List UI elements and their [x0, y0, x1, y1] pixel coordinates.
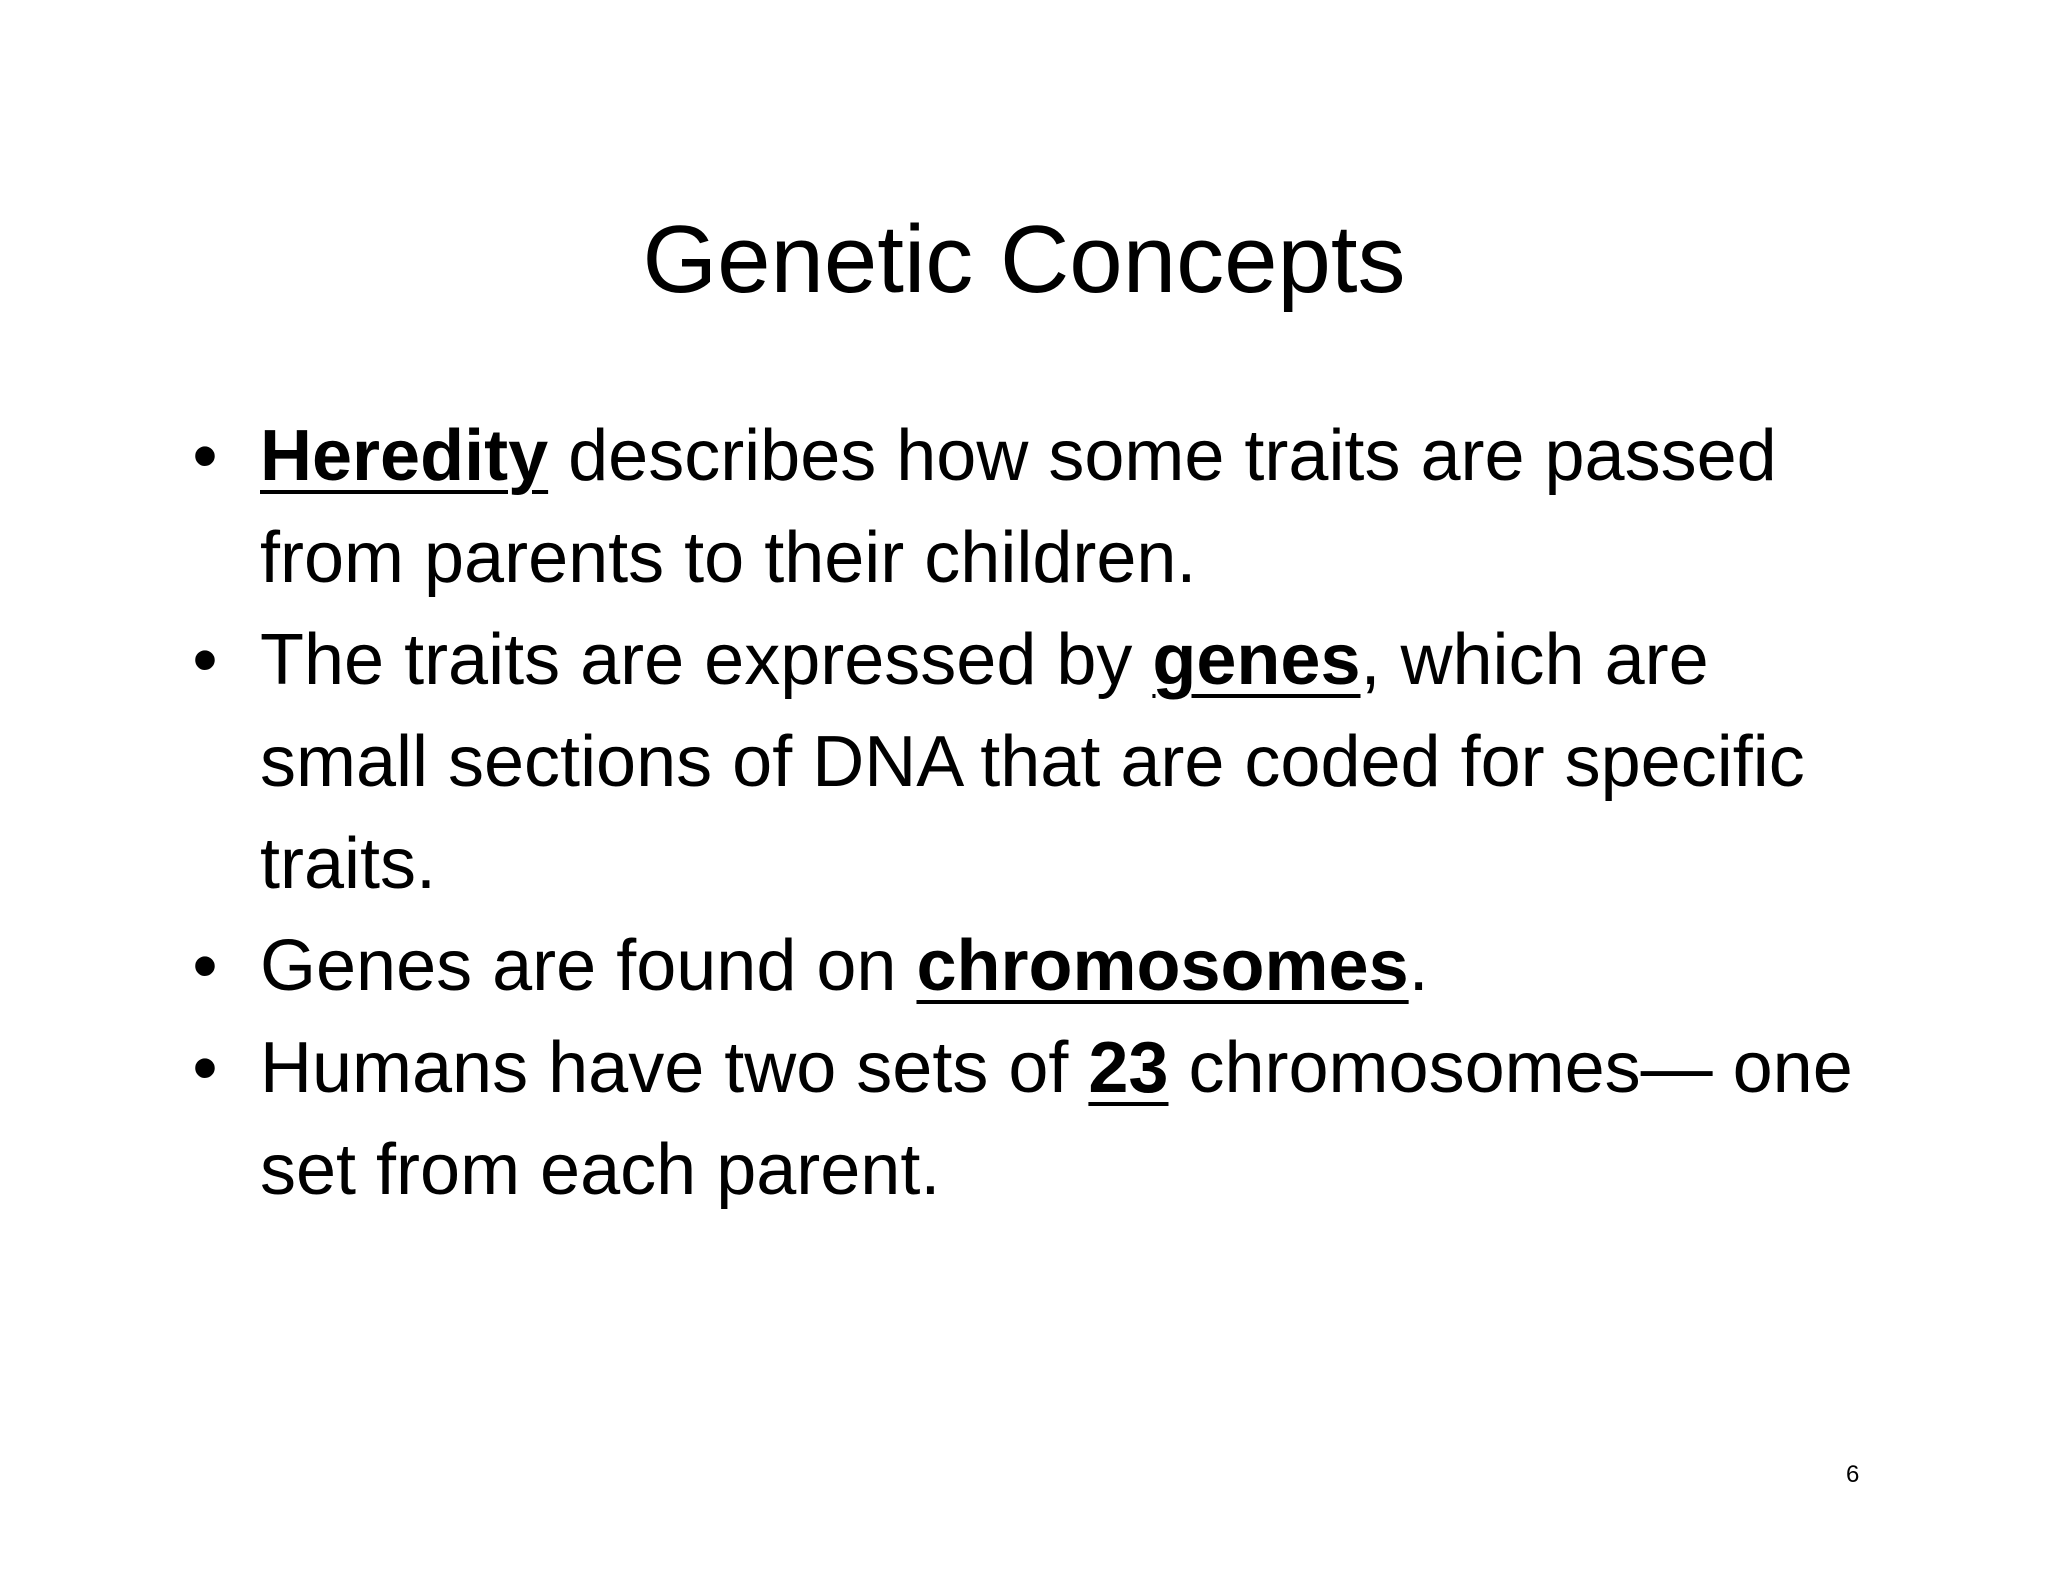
bullet-item-chromosomes: [180, 915, 1860, 1017]
bullet-icon: •: [192, 416, 218, 496]
keyword-23: 23: [1088, 1028, 1169, 1108]
page-number: 6: [1846, 1461, 1860, 1488]
bullet-text-pre: The traits are expressed by: [260, 620, 1153, 700]
bullet-list: [180, 405, 1860, 1221]
keyword-genes: genes: [1152, 620, 1361, 700]
bullet-item-genes: [180, 609, 1860, 915]
bullet-item-heredity: [180, 405, 1860, 609]
bullet-text-pre: Genes are found on: [260, 926, 917, 1006]
bullet-icon: •: [192, 926, 218, 1006]
bullet-text-pre: Humans have two sets of: [260, 1028, 1089, 1108]
bullet-item-chromosome-sets: [180, 1017, 1860, 1221]
keyword-chromosomes: chromosomes: [916, 926, 1409, 1006]
bullet-icon: •: [192, 620, 218, 700]
keyword-heredity: Heredity: [260, 416, 549, 496]
bullet-text-post: chromosomes— one set from each parent.: [260, 1028, 1853, 1210]
bullet-text-post: describes how some traits are passed from parents to their children.: [260, 416, 1777, 598]
bullet-text-post: , which are small sections of DNA that are coded for specific traits.: [260, 620, 1805, 904]
bullet-icon: •: [192, 1028, 218, 1108]
bullet-text-post: .: [1408, 926, 1429, 1006]
slide-title: Genetic Concepts: [642, 206, 1406, 313]
